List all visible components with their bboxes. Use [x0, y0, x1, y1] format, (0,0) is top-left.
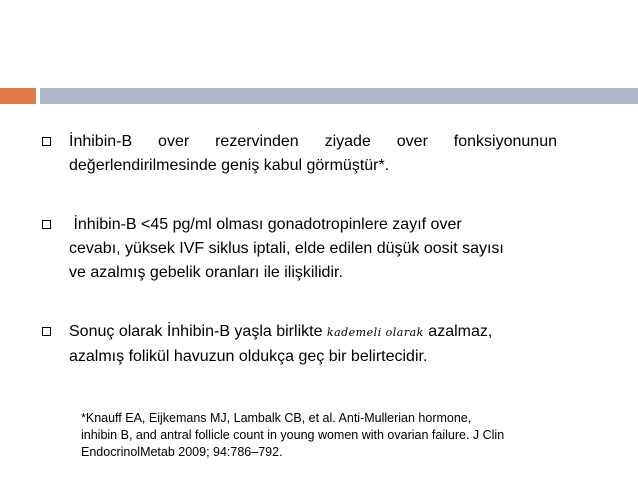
text-line: ve azalmış gebelik oranları ile ilişkilidir.: [69, 264, 343, 281]
footnote-line: *Knauff EA, Eijkemans MJ, Lambalk CB, et al. Anti-Mullerian hormone,: [81, 411, 472, 425]
bullet-square-icon: [42, 327, 51, 336]
bullet-text-2: [69, 213, 557, 285]
bullet-square-icon: [42, 220, 51, 229]
text-line: azalmış folikül havuzun oldukça geç bir belirtecidir.: [69, 348, 428, 365]
emphasis-text: kademeli olarak: [326, 326, 424, 339]
bullet-square-icon: [42, 137, 51, 146]
text-line: değerlendirilmesinde geniş kabul görmüştür*.: [69, 157, 390, 174]
text-line: İnhibin-B over rezervinden ziyade over fonksiyonunun: [69, 133, 557, 150]
bullet-text-1: [69, 130, 557, 178]
text-line: İnhibin-B <45 pg/ml olması gonadotropinlere zayıf over: [69, 216, 462, 233]
footnote-line: EndocrinolMetab 2009; 94:786–792.: [81, 445, 283, 459]
footnote-reference: [81, 410, 581, 461]
footnote-line: inhibin B, and antral follicle count in young women with ovarian failure. J Clin: [81, 428, 505, 442]
text-segment: azalmaz,: [423, 323, 493, 340]
text-segment: Sonuç olarak İnhibin-B yaşla birlikte: [69, 323, 327, 340]
accent-bar-orange: [0, 88, 36, 104]
accent-bar-blue: [40, 88, 638, 104]
bullet-text-3: [69, 320, 557, 369]
text-line: cevabı, yüksek IVF siklus iptali, elde edilen düşük oosit sayısı: [69, 240, 504, 257]
text-line: [69, 320, 557, 345]
